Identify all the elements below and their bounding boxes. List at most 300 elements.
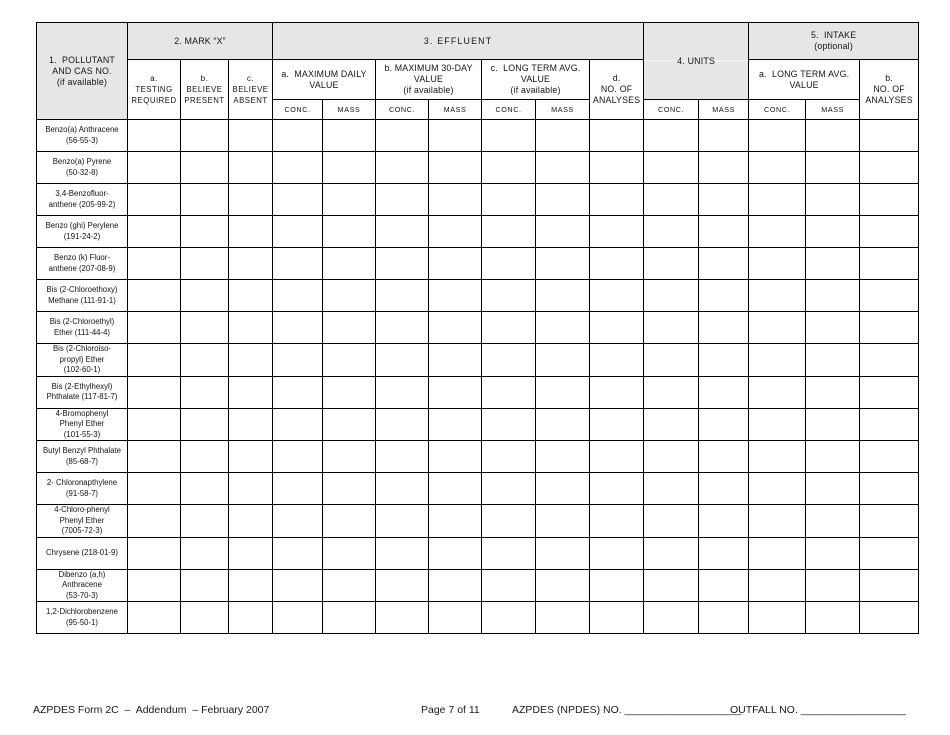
cell-max-30day-mass[interactable] <box>429 505 482 538</box>
cell-units-mass[interactable] <box>699 344 749 377</box>
cell-units-mass[interactable] <box>699 280 749 312</box>
cell-intake-no-of-analyses[interactable] <box>860 312 919 344</box>
pollutant-row <box>37 280 919 312</box>
cell-max-daily-mass[interactable] <box>323 248 376 280</box>
header-line: AND CAS NO. <box>52 65 112 76</box>
cell-intake-avg-conc[interactable] <box>749 120 806 152</box>
cell-max-30day-conc[interactable] <box>376 569 429 602</box>
cell-believe-present[interactable] <box>181 152 229 184</box>
cell-intake-avg-conc[interactable] <box>749 505 806 538</box>
cell-units-conc[interactable] <box>644 184 699 216</box>
cell-intake-avg-mass[interactable] <box>806 216 860 248</box>
cell-effluent-no-of-analyses[interactable] <box>590 569 644 602</box>
cell-max-daily-conc[interactable] <box>273 312 323 344</box>
header-line: BELIEVE <box>232 85 269 94</box>
cell-long-term-avg-conc[interactable] <box>482 537 536 569</box>
cell-intake-avg-mass[interactable] <box>806 569 860 602</box>
cell-intake-avg-mass[interactable] <box>806 184 860 216</box>
cell-effluent-no-of-analyses[interactable] <box>590 441 644 473</box>
cell-max-daily-mass[interactable] <box>323 184 376 216</box>
cell-units-mass[interactable] <box>699 408 749 441</box>
cell-effluent-no-of-analyses[interactable] <box>590 216 644 248</box>
cell-max-30day-mass[interactable] <box>429 408 482 441</box>
cell-units-mass[interactable] <box>699 569 749 602</box>
cell-intake-no-of-analyses[interactable] <box>860 408 919 441</box>
cell-max-30day-mass[interactable] <box>429 216 482 248</box>
cell-testing-required[interactable] <box>128 505 181 538</box>
cell-units-conc[interactable] <box>644 376 699 408</box>
cell-max-daily-conc[interactable] <box>273 569 323 602</box>
cell-long-term-avg-conc[interactable] <box>482 120 536 152</box>
cell-units-mass[interactable] <box>699 537 749 569</box>
cell-max-30day-conc[interactable] <box>376 216 429 248</box>
pollutant-row <box>37 152 919 184</box>
cell-intake-avg-mass[interactable] <box>806 376 860 408</box>
cell-intake-no-of-analyses[interactable] <box>860 280 919 312</box>
header-line: a. MAXIMUM DAILY <box>281 68 367 79</box>
cell-max-30day-conc[interactable] <box>376 537 429 569</box>
pollutant-name-line: 4-Bromophenyl <box>55 408 109 418</box>
cell-units-conc[interactable] <box>644 216 699 248</box>
cell-intake-no-of-analyses[interactable] <box>860 537 919 569</box>
cell-max-30day-mass[interactable] <box>429 184 482 216</box>
cell-long-term-avg-conc[interactable] <box>482 602 536 634</box>
cell-intake-avg-conc[interactable] <box>749 344 806 377</box>
cell-believe-present[interactable] <box>181 120 229 152</box>
cell-max-daily-mass[interactable] <box>323 376 376 408</box>
pollutant-name-line: anthene (207-08-9) <box>48 263 116 273</box>
cell-max-daily-conc[interactable] <box>273 216 323 248</box>
cell-max-daily-conc[interactable] <box>273 152 323 184</box>
cell-intake-avg-conc[interactable] <box>749 216 806 248</box>
header-intake-no-of-analyses <box>860 60 919 120</box>
pollutant-name-cell <box>37 602 128 634</box>
cell-effluent-no-of-analyses[interactable] <box>590 280 644 312</box>
cell-testing-required[interactable] <box>128 280 181 312</box>
cell-max-daily-mass[interactable] <box>323 216 376 248</box>
header-units-conc: CONC. <box>644 100 699 120</box>
cell-intake-avg-mass[interactable] <box>806 441 860 473</box>
cell-long-term-avg-mass[interactable] <box>536 248 590 280</box>
header-effluent-no-of-analyses <box>590 60 644 120</box>
cell-intake-no-of-analyses[interactable] <box>860 216 919 248</box>
cell-believe-present[interactable] <box>181 473 229 505</box>
cell-units-mass[interactable] <box>699 152 749 184</box>
header-believe-absent <box>229 60 273 120</box>
cell-testing-required[interactable] <box>128 248 181 280</box>
pollutant-name-cell <box>37 216 128 248</box>
cell-units-mass[interactable] <box>699 376 749 408</box>
cell-testing-required[interactable] <box>128 312 181 344</box>
cell-long-term-avg-mass[interactable] <box>536 312 590 344</box>
cell-max-daily-conc[interactable] <box>273 408 323 441</box>
pollutant-name-cell <box>37 441 128 473</box>
cell-effluent-no-of-analyses[interactable] <box>590 602 644 634</box>
pollutant-row <box>37 184 919 216</box>
cell-long-term-avg-mass[interactable] <box>536 152 590 184</box>
pollutant-name-line: (53-70-3) <box>65 590 99 600</box>
cell-effluent-no-of-analyses[interactable] <box>590 152 644 184</box>
cell-max-daily-conc[interactable] <box>273 280 323 312</box>
pollutant-name-line: (85-68-7) <box>65 456 99 466</box>
cell-long-term-avg-conc[interactable] <box>482 473 536 505</box>
cell-max-daily-mass[interactable] <box>323 537 376 569</box>
cell-believe-absent[interactable] <box>229 248 273 280</box>
header-line: NO. OF <box>600 84 633 94</box>
cell-max-30day-conc[interactable] <box>376 376 429 408</box>
cell-intake-avg-conc[interactable] <box>749 312 806 344</box>
cell-believe-present[interactable] <box>181 184 229 216</box>
cell-believe-present[interactable] <box>181 280 229 312</box>
cell-long-term-avg-conc[interactable] <box>482 344 536 377</box>
cell-units-mass[interactable] <box>699 505 749 538</box>
cell-believe-absent[interactable] <box>229 473 273 505</box>
cell-max-30day-conc[interactable] <box>376 408 429 441</box>
cell-max-daily-conc[interactable] <box>273 505 323 538</box>
cell-max-daily-mass[interactable] <box>323 505 376 538</box>
cell-long-term-avg-conc[interactable] <box>482 152 536 184</box>
cell-max-30day-mass[interactable] <box>429 280 482 312</box>
cell-believe-present[interactable] <box>181 537 229 569</box>
cell-intake-avg-mass[interactable] <box>806 505 860 538</box>
cell-max-30day-conc[interactable] <box>376 152 429 184</box>
cell-max-30day-mass[interactable] <box>429 312 482 344</box>
cell-max-30day-mass[interactable] <box>429 120 482 152</box>
cell-max-30day-conc[interactable] <box>376 248 429 280</box>
header-line: (if available) <box>56 76 108 87</box>
cell-long-term-avg-mass[interactable] <box>536 376 590 408</box>
cell-testing-required[interactable] <box>128 152 181 184</box>
cell-units-conc[interactable] <box>644 505 699 538</box>
cell-intake-no-of-analyses[interactable] <box>860 120 919 152</box>
pollutant-row <box>37 120 919 152</box>
cell-max-30day-conc[interactable] <box>376 441 429 473</box>
cell-intake-no-of-analyses[interactable] <box>860 152 919 184</box>
cell-units-mass[interactable] <box>699 473 749 505</box>
cell-long-term-avg-conc[interactable] <box>482 312 536 344</box>
cell-max-30day-mass[interactable] <box>429 248 482 280</box>
cell-long-term-avg-conc[interactable] <box>482 248 536 280</box>
cell-intake-avg-mass[interactable] <box>806 408 860 441</box>
cell-long-term-avg-mass[interactable] <box>536 441 590 473</box>
cell-max-daily-conc[interactable] <box>273 473 323 505</box>
cell-long-term-avg-mass[interactable] <box>536 280 590 312</box>
cell-believe-present[interactable] <box>181 216 229 248</box>
cell-units-conc[interactable] <box>644 441 699 473</box>
cell-testing-required[interactable] <box>128 537 181 569</box>
cell-intake-avg-mass[interactable] <box>806 120 860 152</box>
cell-intake-avg-conc[interactable] <box>749 376 806 408</box>
cell-intake-avg-mass[interactable] <box>806 248 860 280</box>
pollutant-row <box>37 248 919 280</box>
pollutant-name-line: (95-50-1) <box>65 617 99 627</box>
pollutant-row <box>37 505 919 538</box>
cell-effluent-no-of-analyses[interactable] <box>590 376 644 408</box>
pollutant-name-cell <box>37 312 128 344</box>
pollutant-name-line: (91-58-7) <box>65 488 99 498</box>
cell-believe-absent[interactable] <box>229 216 273 248</box>
cell-max-daily-conc[interactable] <box>273 537 323 569</box>
footer-page-number: Page 7 of 11 <box>421 704 480 716</box>
cell-max-daily-mass[interactable] <box>323 569 376 602</box>
cell-long-term-avg-conc[interactable] <box>482 408 536 441</box>
pollutant-name-line: Bis (2-Chloroiso- <box>52 344 112 353</box>
header-max-30day-value <box>376 60 482 100</box>
header-intake-long-term-avg <box>749 60 860 100</box>
header-line: VALUE <box>520 74 551 84</box>
cell-max-daily-conc[interactable] <box>273 248 323 280</box>
cell-intake-avg-conc[interactable] <box>749 602 806 634</box>
cell-units-mass[interactable] <box>699 602 749 634</box>
cell-effluent-no-of-analyses[interactable] <box>590 344 644 377</box>
pollutant-name-line: (7005-72-3) <box>61 526 103 535</box>
cell-believe-present[interactable] <box>181 441 229 473</box>
header-long-term-avg-value <box>482 60 590 100</box>
cell-units-conc[interactable] <box>644 280 699 312</box>
header-units-mass: MASS <box>699 100 749 120</box>
cell-intake-avg-mass[interactable] <box>806 473 860 505</box>
cell-max-30day-mass[interactable] <box>429 376 482 408</box>
cell-believe-present[interactable] <box>181 312 229 344</box>
cell-max-30day-conc[interactable] <box>376 344 429 377</box>
cell-believe-absent[interactable] <box>229 312 273 344</box>
cell-believe-absent[interactable] <box>229 344 273 377</box>
cell-max-30day-mass[interactable] <box>429 537 482 569</box>
pollutant-name-line: 2- Chloronapthylene <box>46 478 118 487</box>
cell-max-daily-conc[interactable] <box>273 441 323 473</box>
cell-effluent-no-of-analyses[interactable] <box>590 505 644 538</box>
cell-long-term-avg-mass[interactable] <box>536 184 590 216</box>
cell-max-30day-mass[interactable] <box>429 569 482 602</box>
cell-intake-avg-conc[interactable] <box>749 280 806 312</box>
cell-max-daily-mass[interactable] <box>323 312 376 344</box>
cell-max-30day-conc[interactable] <box>376 505 429 538</box>
cell-believe-absent[interactable] <box>229 280 273 312</box>
cell-believe-absent[interactable] <box>229 569 273 602</box>
cell-believe-absent[interactable] <box>229 441 273 473</box>
cell-believe-absent[interactable] <box>229 120 273 152</box>
cell-max-30day-conc[interactable] <box>376 602 429 634</box>
cell-effluent-no-of-analyses[interactable] <box>590 312 644 344</box>
cell-intake-no-of-analyses[interactable] <box>860 602 919 634</box>
cell-long-term-avg-conc[interactable] <box>482 569 536 602</box>
cell-intake-avg-conc[interactable] <box>749 537 806 569</box>
header-line: b. MAXIMUM 30-DAY <box>384 63 473 73</box>
cell-max-30day-conc[interactable] <box>376 184 429 216</box>
cell-long-term-avg-mass[interactable] <box>536 120 590 152</box>
pollutant-name-cell <box>37 152 128 184</box>
cell-effluent-no-of-analyses[interactable] <box>590 184 644 216</box>
pollutant-row <box>37 376 919 408</box>
cell-max-daily-mass[interactable] <box>323 441 376 473</box>
cell-intake-no-of-analyses[interactable] <box>860 473 919 505</box>
cell-units-conc[interactable] <box>644 537 699 569</box>
cell-long-term-avg-conc[interactable] <box>482 505 536 538</box>
cell-max-daily-conc[interactable] <box>273 344 323 377</box>
cell-intake-no-of-analyses[interactable] <box>860 569 919 602</box>
header-line: a. LONG TERM AVG. <box>758 68 850 79</box>
cell-max-30day-conc[interactable] <box>376 473 429 505</box>
cell-units-mass[interactable] <box>699 441 749 473</box>
cell-units-conc[interactable] <box>644 248 699 280</box>
cell-intake-avg-mass[interactable] <box>806 280 860 312</box>
pollutant-name-cell <box>37 473 128 505</box>
cell-max-daily-mass[interactable] <box>323 120 376 152</box>
cell-believe-absent[interactable] <box>229 537 273 569</box>
cell-testing-required[interactable] <box>128 120 181 152</box>
cell-testing-required[interactable] <box>128 602 181 634</box>
cell-intake-avg-conc[interactable] <box>749 441 806 473</box>
pollutant-name-line: Methane (111-91-1) <box>48 295 116 305</box>
cell-believe-absent[interactable] <box>229 602 273 634</box>
cell-max-30day-conc[interactable] <box>376 312 429 344</box>
cell-testing-required[interactable] <box>128 376 181 408</box>
cell-long-term-avg-mass[interactable] <box>536 505 590 538</box>
cell-believe-present[interactable] <box>181 344 229 377</box>
cell-units-mass[interactable] <box>699 120 749 152</box>
cell-intake-no-of-analyses[interactable] <box>860 248 919 280</box>
pollutant-name-line: Butyl Benzyl Phthalate <box>42 446 121 455</box>
cell-long-term-avg-mass[interactable] <box>536 344 590 377</box>
header-line: (if available) <box>403 85 454 95</box>
cell-effluent-no-of-analyses[interactable] <box>590 537 644 569</box>
cell-max-daily-mass[interactable] <box>323 280 376 312</box>
cell-units-conc[interactable] <box>644 312 699 344</box>
header-units: 4. UNITS <box>644 23 749 100</box>
cell-effluent-no-of-analyses[interactable] <box>590 120 644 152</box>
cell-testing-required[interactable] <box>128 344 181 377</box>
cell-max-30day-mass[interactable] <box>429 473 482 505</box>
cell-units-conc[interactable] <box>644 602 699 634</box>
cell-effluent-no-of-analyses[interactable] <box>590 248 644 280</box>
cell-testing-required[interactable] <box>128 216 181 248</box>
cell-believe-absent[interactable] <box>229 408 273 441</box>
cell-intake-no-of-analyses[interactable] <box>860 505 919 538</box>
header-line: TESTING <box>135 85 173 94</box>
cell-long-term-avg-mass[interactable] <box>536 216 590 248</box>
cell-testing-required[interactable] <box>128 441 181 473</box>
cell-intake-no-of-analyses[interactable] <box>860 184 919 216</box>
cell-long-term-avg-mass[interactable] <box>536 537 590 569</box>
cell-intake-no-of-analyses[interactable] <box>860 376 919 408</box>
cell-effluent-no-of-analyses[interactable] <box>590 408 644 441</box>
cell-long-term-avg-mass[interactable] <box>536 602 590 634</box>
cell-intake-avg-conc[interactable] <box>749 248 806 280</box>
cell-units-conc[interactable] <box>644 344 699 377</box>
pollutant-name-cell <box>37 537 128 569</box>
cell-intake-avg-mass[interactable] <box>806 537 860 569</box>
cell-intake-avg-conc[interactable] <box>749 408 806 441</box>
cell-testing-required[interactable] <box>128 184 181 216</box>
cell-intake-avg-mass[interactable] <box>806 312 860 344</box>
cell-intake-avg-conc[interactable] <box>749 473 806 505</box>
footer-npdes-number: AZPDES (NPDES) NO. ____________________ <box>512 704 742 716</box>
cell-intake-avg-mass[interactable] <box>806 602 860 634</box>
cell-believe-present[interactable] <box>181 569 229 602</box>
cell-long-term-avg-conc[interactable] <box>482 280 536 312</box>
cell-believe-absent[interactable] <box>229 152 273 184</box>
cell-intake-avg-conc[interactable] <box>749 184 806 216</box>
pollutant-name-line: Benzo(a) Anthracene <box>45 125 119 134</box>
cell-max-daily-mass[interactable] <box>323 473 376 505</box>
cell-long-term-avg-mass[interactable] <box>536 408 590 441</box>
cell-max-daily-mass[interactable] <box>323 602 376 634</box>
cell-intake-avg-conc[interactable] <box>749 152 806 184</box>
cell-believe-present[interactable] <box>181 376 229 408</box>
cell-long-term-avg-conc[interactable] <box>482 441 536 473</box>
cell-max-daily-mass[interactable] <box>323 408 376 441</box>
pollutant-name-line: 1,2-Dichlorobenzene <box>46 607 118 616</box>
cell-intake-no-of-analyses[interactable] <box>860 344 919 377</box>
cell-testing-required[interactable] <box>128 569 181 602</box>
cell-testing-required[interactable] <box>128 473 181 505</box>
cell-believe-present[interactable] <box>181 505 229 538</box>
cell-believe-absent[interactable] <box>229 184 273 216</box>
cell-max-30day-mass[interactable] <box>429 441 482 473</box>
cell-units-conc[interactable] <box>644 152 699 184</box>
cell-units-mass[interactable] <box>699 248 749 280</box>
cell-believe-present[interactable] <box>181 248 229 280</box>
pollutant-row <box>37 569 919 602</box>
header-max-daily-mass: MASS <box>323 100 376 120</box>
cell-long-term-avg-conc[interactable] <box>482 184 536 216</box>
cell-max-30day-mass[interactable] <box>429 344 482 377</box>
header-line: BELIEVE <box>186 85 223 94</box>
cell-max-daily-conc[interactable] <box>273 120 323 152</box>
cell-long-term-avg-conc[interactable] <box>482 376 536 408</box>
cell-max-30day-conc[interactable] <box>376 120 429 152</box>
cell-intake-avg-conc[interactable] <box>749 569 806 602</box>
cell-long-term-avg-conc[interactable] <box>482 216 536 248</box>
cell-intake-no-of-analyses[interactable] <box>860 441 919 473</box>
cell-believe-absent[interactable] <box>229 376 273 408</box>
pollutant-name-cell <box>37 408 128 441</box>
cell-intake-avg-mass[interactable] <box>806 344 860 377</box>
cell-intake-avg-mass[interactable] <box>806 152 860 184</box>
pollutant-name-line: Phenyl Ether <box>59 419 105 428</box>
header-mark-x: 2. MARK “X” <box>128 23 273 60</box>
cell-units-conc[interactable] <box>644 120 699 152</box>
cell-long-term-avg-mass[interactable] <box>536 473 590 505</box>
cell-max-daily-conc[interactable] <box>273 376 323 408</box>
cell-max-daily-mass[interactable] <box>323 152 376 184</box>
cell-units-mass[interactable] <box>699 312 749 344</box>
header-line: 1. POLLUTANT <box>49 54 115 65</box>
cell-max-daily-conc[interactable] <box>273 184 323 216</box>
cell-units-mass[interactable] <box>699 184 749 216</box>
pollutant-row <box>37 216 919 248</box>
header-intake-mass: MASS <box>806 100 860 120</box>
cell-believe-present[interactable] <box>181 408 229 441</box>
cell-units-conc[interactable] <box>644 569 699 602</box>
cell-effluent-no-of-analyses[interactable] <box>590 473 644 505</box>
cell-believe-absent[interactable] <box>229 505 273 538</box>
cell-max-30day-mass[interactable] <box>429 152 482 184</box>
cell-units-conc[interactable] <box>644 473 699 505</box>
cell-max-30day-conc[interactable] <box>376 280 429 312</box>
header-line: a. <box>150 74 158 83</box>
cell-testing-required[interactable] <box>128 408 181 441</box>
pollutant-name-line: Bis (2-Chloroethoxy) <box>46 285 118 294</box>
cell-max-30day-mass[interactable] <box>429 602 482 634</box>
pollutant-name-cell <box>37 280 128 312</box>
cell-long-term-avg-mass[interactable] <box>536 569 590 602</box>
cell-units-mass[interactable] <box>699 216 749 248</box>
cell-believe-present[interactable] <box>181 602 229 634</box>
cell-max-daily-conc[interactable] <box>273 602 323 634</box>
cell-max-daily-mass[interactable] <box>323 344 376 377</box>
cell-units-conc[interactable] <box>644 408 699 441</box>
